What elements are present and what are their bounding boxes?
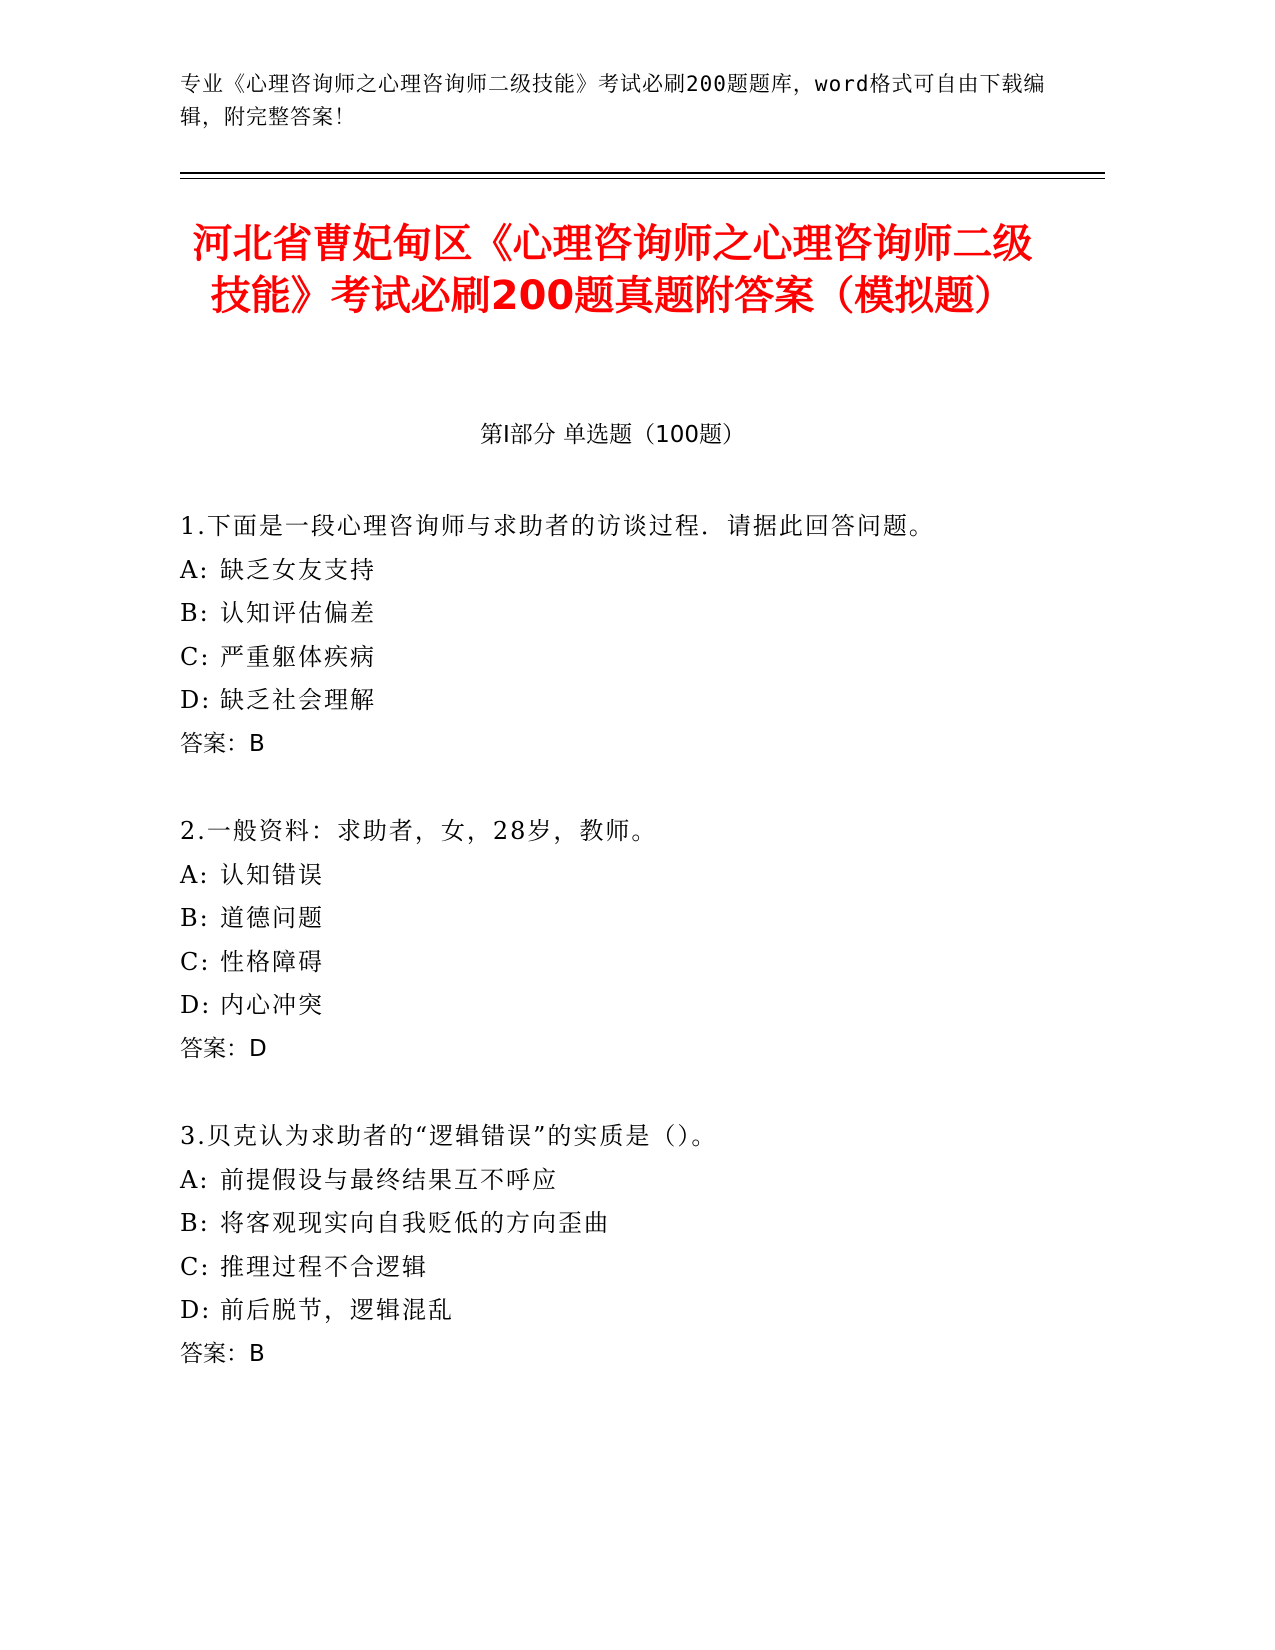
- option-text: 内心冲突: [220, 991, 324, 1019]
- option-text: 严重躯体疾病: [220, 642, 376, 671]
- option-text: 推理过程不合逻辑: [220, 1252, 428, 1281]
- option-letter: C:: [180, 1252, 211, 1281]
- option-letter: C:: [180, 642, 211, 671]
- option-letter: A:: [180, 555, 210, 584]
- header-divider-thin: [180, 178, 1105, 179]
- answer-line: 答案：D: [180, 1035, 267, 1062]
- option-text: 缺乏女友支持: [220, 555, 376, 584]
- question-3: [180, 1115, 1060, 1376]
- option-text: 将客观现实向自我贬低的方向歪曲: [220, 1209, 610, 1237]
- option-letter: D:: [180, 1296, 212, 1324]
- option-text: 缺乏社会理解: [220, 686, 376, 714]
- option-text: 认知错误: [220, 860, 324, 889]
- option-letter: B:: [180, 904, 210, 932]
- option-letter: D:: [180, 686, 212, 714]
- option-a: [180, 854, 1060, 898]
- question-1: [180, 505, 1060, 766]
- section-heading: 第I部分 单选题（100题）: [480, 422, 745, 448]
- option-d: [180, 1289, 1060, 1333]
- document-title: 河北省曹妃甸区《心理咨询师之心理咨询师二级技能》考试必刷200题真题附答案（模拟题）: [192, 221, 1033, 319]
- option-a: [180, 1159, 1060, 1203]
- option-letter: A:: [180, 860, 210, 889]
- header-note: 专业《心理咨询师之心理咨询师二级技能》考试必刷200题题库，word格式可自由下载编辑，附完整答案！: [180, 72, 1046, 129]
- option-c: [180, 941, 1060, 985]
- option-letter: B:: [180, 1209, 210, 1237]
- option-text: 认知评估偏差: [220, 599, 376, 627]
- option-letter: D:: [180, 991, 212, 1019]
- question-2: [180, 810, 1060, 1071]
- option-c: [180, 636, 1060, 680]
- option-letter: A:: [180, 1165, 210, 1194]
- option-text: 前后脱节，逻辑混乱: [220, 1296, 454, 1324]
- answer-line: 答案：B: [180, 1340, 265, 1367]
- option-d: [180, 679, 1060, 723]
- question-stem: 3.贝克认为求助者的“逻辑错误”的实质是（）。: [180, 1122, 718, 1150]
- option-b: [180, 1202, 1060, 1246]
- option-b: [180, 592, 1060, 636]
- question-stem: 1.下面是一段心理咨询师与求助者的访谈过程．请据此回答问题。: [180, 512, 935, 540]
- header-divider-thick: [180, 172, 1105, 174]
- option-letter: B:: [180, 599, 210, 627]
- option-text: 前提假设与最终结果互不呼应: [220, 1165, 558, 1194]
- answer-line: 答案：B: [180, 730, 265, 757]
- question-stem: 2.一般资料：求助者，女，28岁，教师。: [180, 817, 658, 845]
- option-c: [180, 1246, 1060, 1290]
- option-letter: C:: [180, 947, 211, 976]
- option-d: [180, 984, 1060, 1028]
- option-text: 道德问题: [220, 904, 324, 932]
- option-b: [180, 897, 1060, 941]
- option-text: 性格障碍: [220, 947, 324, 976]
- option-a: [180, 549, 1060, 593]
